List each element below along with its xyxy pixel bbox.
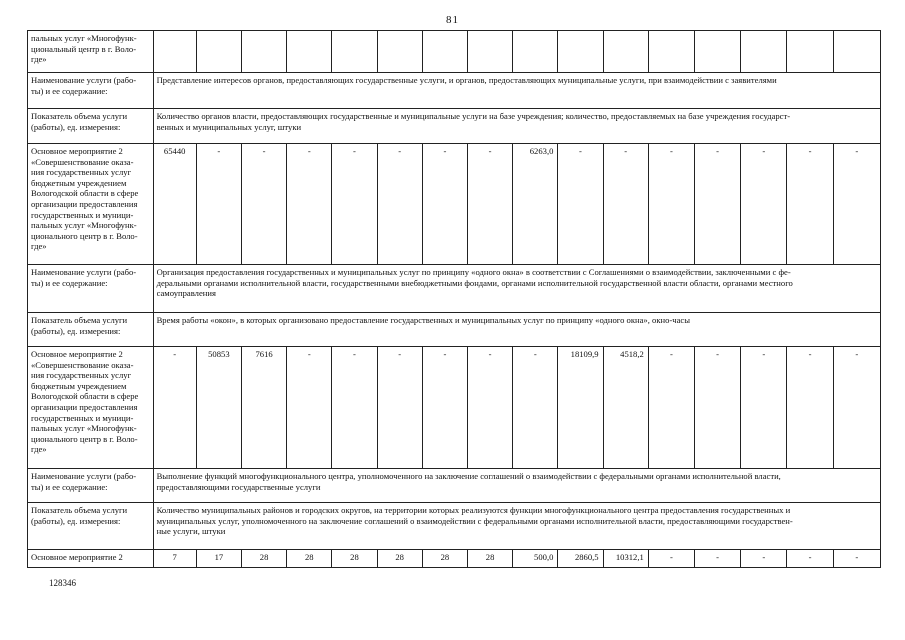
table-row (28, 347, 881, 469)
value-cell: - (196, 144, 241, 265)
value-cell: 500,0 (513, 550, 558, 568)
row-label: Показатель объема услуги (работы), ед. измерения: (28, 313, 154, 347)
row-label: пальных услуг «Многофунк- циональный центр в г. Воло- где» (28, 31, 154, 73)
table-row (28, 73, 881, 109)
value-cell: 2860,5 (558, 550, 603, 568)
value-cell: 6263,0 (513, 144, 558, 265)
value-cell: 28 (377, 550, 422, 568)
row-label: Наименование услуги (рабо- ты) и ее содержание: (28, 73, 154, 109)
value-cell: - (287, 347, 332, 469)
value-cell: 65440 (153, 144, 196, 265)
table-row (28, 313, 881, 347)
value-cell: - (741, 347, 787, 469)
row-label: Наименование услуги (рабо- ты) и ее содержание: (28, 265, 154, 313)
value-cell: 28 (332, 550, 377, 568)
value-cell: - (787, 347, 833, 469)
volume-indicator-text: Время работы «окон», в которых организовано предоставление государственных и муниципальных услуг по принципу «одного окна», окно-часы (153, 313, 880, 347)
value-cell: 28 (467, 550, 512, 568)
value-cell: 28 (241, 550, 286, 568)
value-cell: 50853 (196, 347, 241, 469)
row-label: Показатель объема услуги (работы), ед. измерения: (28, 109, 154, 144)
value-cell: - (153, 347, 196, 469)
value-cell: 28 (287, 550, 332, 568)
document-code: 128346 (49, 578, 76, 588)
value-cell: - (467, 347, 512, 469)
value-cell: - (741, 550, 787, 568)
row-label: Наименование услуги (рабо- ты) и ее содержание: (28, 469, 154, 503)
value-cell: - (467, 144, 512, 265)
value-cell: 4518,2 (603, 347, 648, 469)
value-cell: - (287, 144, 332, 265)
table-row (28, 109, 881, 144)
table-row (28, 503, 881, 550)
value-cell: 10312,1 (603, 550, 648, 568)
value-cell: - (603, 144, 648, 265)
value-cell: 7 (153, 550, 196, 568)
value-cell: - (332, 347, 377, 469)
value-cell: - (833, 347, 880, 469)
value-cell: 18109,9 (558, 347, 603, 469)
services-table (27, 30, 881, 568)
table-row (28, 144, 881, 265)
value-cell: - (787, 144, 833, 265)
value-cell: - (422, 347, 467, 469)
table-row (28, 31, 881, 73)
service-name-text: Организация предоставления государственных и муниципальных услуг по принципу «одного окна» в соответствии с Соглашениями о взаимодействии, заключенными с фе- деральными органами исполнительной власти, государственными внебюджетными фондами, органами исполнительной государственной власти области, органами местного самоуправления (153, 265, 880, 313)
value-cell: - (833, 550, 880, 568)
value-cell: - (648, 347, 694, 469)
value-cell: - (741, 144, 787, 265)
volume-indicator-text: Количество органов власти, предоставляющих государственные и муниципальные услуги на базе учреждения; количество, предоставляемых на базе учреждения государст- венных и муниципальных услуг, штуки (153, 109, 880, 144)
table-row (28, 550, 881, 568)
value-cell: 17 (196, 550, 241, 568)
row-label: Показатель объема услуги (работы), ед. измерения: (28, 503, 154, 550)
page-number: 81 (446, 14, 459, 26)
service-name-text: Представление интересов органов, предоставляющих государственные услуги, и органов, предоставляющих муниципальные услуги, при взаимодействии с заявителями (153, 73, 880, 109)
value-cell: 7616 (241, 347, 286, 469)
row-label: Основное мероприятие 2 «Совершенствование оказа- ния государственных услуг бюджетным учреждением Вологодской области в сфере организации предоставления государственных и муници- пальных услуг «Многофунк- ционального центр в г. Воло- где» (28, 144, 154, 265)
value-cell: - (377, 144, 422, 265)
table-row (28, 265, 881, 313)
row-label: Основное мероприятие 2 (28, 550, 154, 568)
value-cell: - (787, 550, 833, 568)
service-name-text: Выполнение функций многофункционального центра, уполномоченного на заключение соглашений о взаимодействии с федеральными органами исполнительной власти, предоставляющими государственные услуги (153, 469, 880, 503)
value-cell: - (648, 550, 694, 568)
row-label: Основное мероприятие 2 «Совершенствование оказа- ния государственных услуг бюджетным учреждением Вологодской области в сфере организации предоставления государственных и муници- пальных услуг «Многофунк- ционального центр в г. Воло- где» (28, 347, 154, 469)
value-cell: - (241, 144, 286, 265)
value-cell: - (422, 144, 467, 265)
value-cell: - (332, 144, 377, 265)
table-row (28, 469, 881, 503)
value-cell: - (833, 144, 880, 265)
value-cell: - (695, 347, 741, 469)
value-cell: - (695, 550, 741, 568)
value-cell: - (513, 347, 558, 469)
value-cell: - (695, 144, 741, 265)
value-cell: - (648, 144, 694, 265)
value-cell: 28 (422, 550, 467, 568)
value-cell: - (377, 347, 422, 469)
volume-indicator-text: Количество муниципальных районов и городских округов, на территории которых реализуются функции многофункционального центра предоставления государственных и муниципальных услуг, уполномоченного на заключение соглашений о взаимодействии с федеральными органами исполнительной власти, предоставляющими государствен- ные услуги, штуки (153, 503, 880, 550)
value-cell: - (558, 144, 603, 265)
